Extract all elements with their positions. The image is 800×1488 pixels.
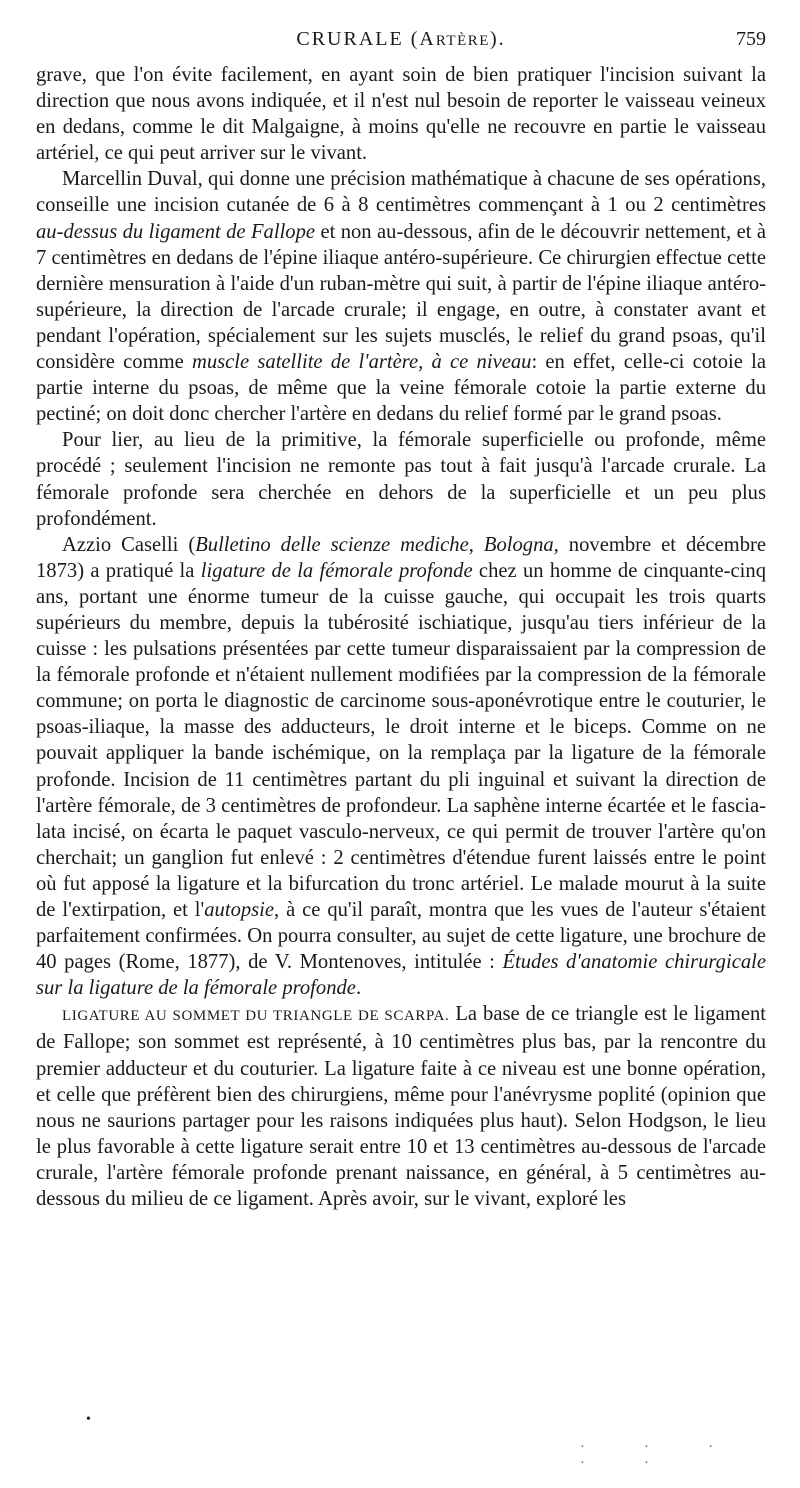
section-heading: LIGATURE AU SOMMET DU TRIANGLE DE SCARPA.	[62, 1008, 450, 1025]
running-header	[36, 28, 766, 58]
stray-specks: · · · · ·	[580, 1440, 741, 1471]
stray-mark: •	[86, 1412, 91, 1427]
paragraph-5: LIGATURE AU SOMMET DU TRIANGLE DE SCARPA. La base de ce triangle est le ligament de Fallope; son sommet est représenté, à 10 centimètres plus bas, par la rencontre du premier adducteur et du couturier. La ligature faite à ce niveau est une bonne opération, et celle que préfèrent bien des chirurgiens, même pour l'anévrysme poplité (opinion que nous ne saurions partager pour les raisons indiquées plus haut). Selon Hodgson, le lieu le plus favorable à cette ligature serait entre 10 et 13 centimètres au-dessous de l'arcade crurale, l'artère fémorale profonde prenant naissance, en général, à 5 centimètres au-dessous du milieu de ce ligament. Après avoir, sur le vivant, exploré les	[36, 1003, 766, 1211]
running-title: CRURALE (ARTÈRE).	[296, 28, 506, 50]
page-number: 759	[736, 28, 766, 50]
paragraph-1: grave, que l'on évite facilement, en ayant soin de bien pratiquer l'incision suivant la direction que nous avons indiquée, et il n'est nul besoin de reporter le vaisseau veineux en dedans, comme le dit Malgaigne, à moins qu'elle ne recouvre en partie le vaisseau artériel, ce qui peut arriver sur le vivant.	[36, 64, 766, 165]
paragraph-4: Azzio Caselli (Bulletino delle scienze mediche, Bologna, novembre et décembre 1873) a pratiqué la ligature de la fémorale profonde chez un homme de cinquante-cinq ans, portant une énorme tumeur de la cuisse gauche, qui occupait les trois quarts supérieurs du membre, depuis la tubérosité ischiatique, jusqu'au tiers inférieur de la cuisse : les pulsations présentées par cette tumeur disparaissaient par la compression de la fémorale profonde et n'étaient nullement modifiées par la compression de la fémorale commune; on porta le diagnostic de carcinome sous-aponévrotique entre le couturier, le psoas-iliaque, la masse des adducteurs, le droit interne et le biceps. Comme on ne pouvait appliquer la bande ischémique, on la remplaça par la ligature de la fémorale profonde. Incision de 11 centimètres partant du pli inguinal et suivant la direction de l'artère fémorale, de 3 centimètres de profondeur. La saphène interne écartée et le fascia-lata incisé, on écarta le paquet vasculo-nerveux, ce qui permit de trouver l'artère qu'on cherchait; un ganglion fut enlevé : 2 centimètres d'étendue furent laissés entre le point où fut apposé la ligature et la bifurcation du tronc artériel. Le malade mourut à la suite de l'extirpation, et l'autopsie, à ce qu'il paraît, montra que les vues de l'auteur s'étaient parfaitement confirmées. On pourra consulter, au sujet de cette ligature, une brochure de 40 pages (Rome, 1877), de V. Montenoves, intitulée : Études d'anatomie chirurgicale sur la ligature de la fémorale profonde.	[36, 533, 766, 1000]
paragraph-3: Pour lier, au lieu de la primitive, la fémorale superficielle ou profonde, même procédé ; seulement l'incision ne remonte pas tout à fait jusqu'à l'arcade crurale. La fémorale profonde sera cherchée en dehors de la superficielle et un peu plus profondément.	[36, 429, 766, 530]
paragraph-2: Marcellin Duval, qui donne une précision mathématique à chacune de ses opérations, conseille une incision cutanée de 6 à 8 centimètres commençant à 1 ou 2 centimètres au-dessus du ligament de Fallope et non au-dessous, afin de le découvrir nettement, et à 7 centimètres en dedans de l'épine iliaque antéro-supérieure. Ce chirurgien effectue cette dernière mensuration à l'aide d'un ruban-mètre qui suit, à partir de l'épine iliaque antéro-supérieure, la direction de l'arcade crurale; il engage, en outre, à constater avant et pendant l'opération, spécialement sur les sujets musclés, le relief du grand psoas, qu'il considère comme muscle satellite de l'artère, à ce niveau: en effet, celle-ci cotoie la partie interne du psoas, de même que la veine fémorale cotoie la partie externe du pectiné; on doit donc chercher l'artère en dedans du relief formé par le grand psoas.	[36, 168, 766, 426]
body-text	[36, 62, 766, 1212]
